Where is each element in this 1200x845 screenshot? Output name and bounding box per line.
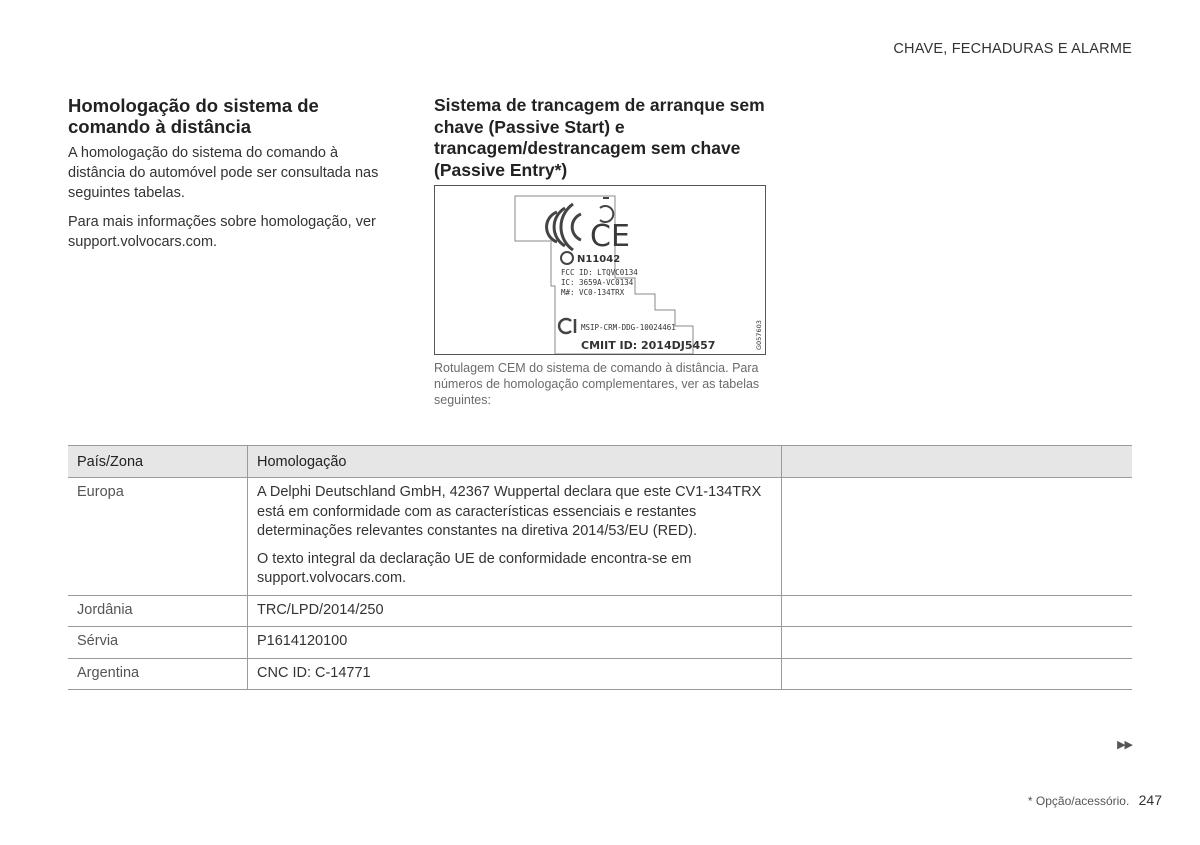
kc-mark-icon (559, 319, 575, 333)
table-row (68, 627, 1132, 659)
figure-code: G057603 (755, 320, 763, 350)
cell-homologation: TRC/LPD/2014/250 (248, 595, 782, 627)
ce-mark: CE (590, 219, 630, 254)
emc-label-figure (434, 185, 766, 355)
header-homologation: Homologação (248, 446, 782, 478)
table-row (68, 478, 1132, 596)
label-n-code: N11042 (577, 254, 621, 265)
label-ic: IC: 3659A-VC0134 (561, 278, 634, 287)
section-title-remote-homologation: Homologação do sistema de comando à distância (68, 95, 319, 137)
footnote-option-accessory: * Opção/acessório. (1027, 794, 1130, 808)
label-model: M#: VC0-134TRX (561, 288, 625, 297)
cell-empty (782, 478, 1133, 596)
cell-homologation: P1614120100 (248, 627, 782, 659)
check-circle-icon (561, 252, 573, 264)
header-country: País/Zona (68, 446, 248, 478)
label-cmiit: CMIIT ID: 2014DJ5457 (581, 339, 716, 352)
info-paragraph: Para mais informações sobre homologação, ver support.volvocars.com. (68, 214, 376, 250)
header-empty (782, 446, 1133, 478)
page-footer (1028, 792, 1162, 808)
figure-caption: Rotulagem CEM do sistema de comando à distância. Para números de homologação complementares, ver as tabelas seguintes: (434, 361, 760, 407)
table-header-row (68, 446, 1132, 478)
declaration-reference: O texto integral da declaração UE de conformidade encontra-se em support.volvocars.com. (257, 550, 692, 586)
middle-column (434, 95, 774, 408)
left-column (68, 95, 398, 261)
cell-country: Europa (68, 478, 248, 596)
cell-homologation (248, 478, 782, 596)
page-number: 247 (1138, 792, 1162, 808)
cell-country: Argentina (68, 658, 248, 690)
rcm-mark-icon (547, 204, 581, 250)
label-fcc-id: FCC ID: LTQVC0134 (561, 268, 638, 277)
emc-label-drawing (435, 186, 765, 354)
label-msip: MSIP-CRM-DDG-10024461 (581, 323, 676, 332)
continue-arrows-icon: ▶▶ (1117, 739, 1132, 751)
homologation-table (68, 445, 1132, 690)
cell-empty (782, 595, 1133, 627)
cell-empty (782, 658, 1133, 690)
intro-paragraph: A homologação do sistema do comando à distância do automóvel pode ser consultada nas seguintes tabelas. (68, 145, 379, 201)
table-row (68, 595, 1132, 627)
table-row (68, 658, 1132, 690)
cell-homologation: CNC ID: C-14771 (248, 658, 782, 690)
cell-empty (782, 627, 1133, 659)
declaration-text: A Delphi Deutschland GmbH, 42367 Wuppertal declara que este CV1-134TRX está em conformidade com as características essenciais e restantes determinações relevantes constantes na diretiva 2014/53/EU (RED). (257, 484, 762, 539)
cell-country: Sérvia (68, 627, 248, 659)
cell-country: Jordânia (68, 595, 248, 627)
section-title-passive-entry: Sistema de trancagem de arranque sem chave (Passive Start) e trancagem/destrancagem sem chave (Passive Entry*) (434, 95, 765, 180)
running-header: CHAVE, FECHADURAS E ALARME (893, 41, 1132, 57)
